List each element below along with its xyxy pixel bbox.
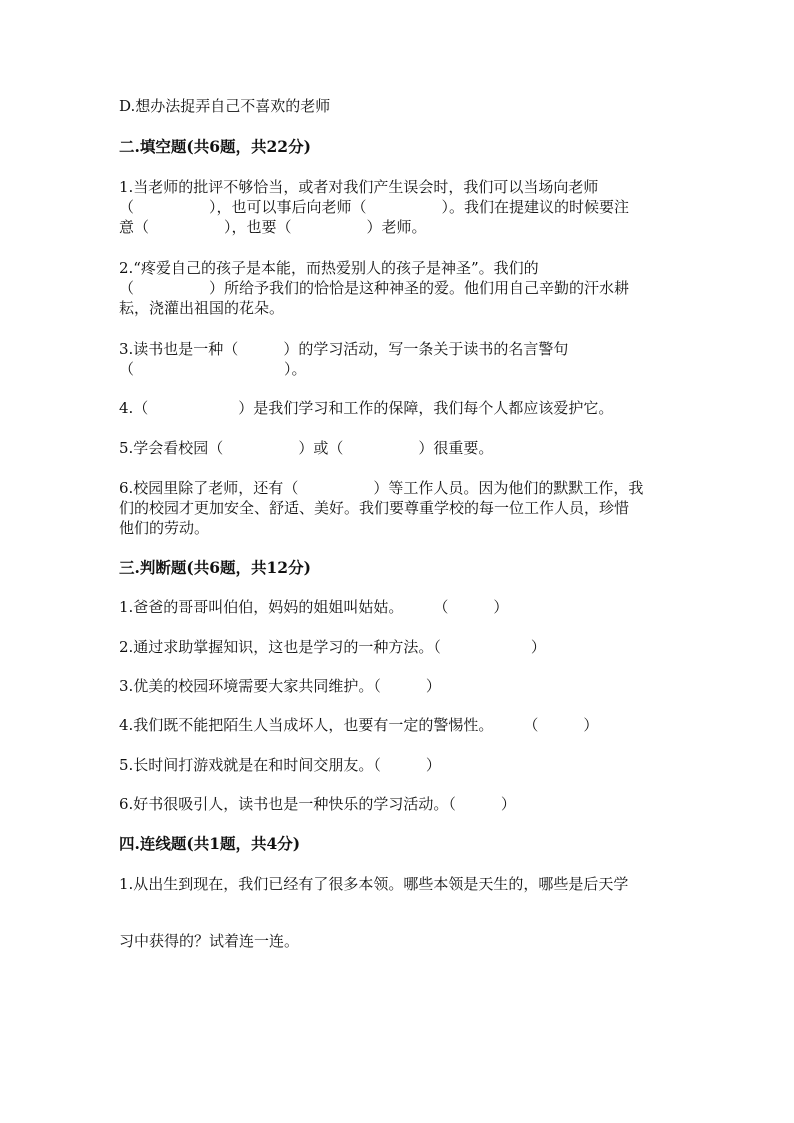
section-heading-judgement: 三.判断题(共6题，共12分): [119, 558, 311, 577]
fill-question-6-line-3: 他们的劳动。: [119, 519, 210, 537]
fill-question-1-line-3: 意（ ），也要（ ）老师。: [119, 218, 427, 236]
match-question-1-line-1: 1.从出生到现在，我们已经有了很多本领。哪些本领是天生的，哪些是后天学: [119, 875, 629, 893]
judge-question-2: 2.通过求助掌握知识，这也是学习的一种方法。（ ）: [119, 638, 546, 656]
fill-question-5: 5.学会看校园（ ）或（ ）很重要。: [119, 439, 494, 457]
fill-question-6-line-1: 6.校园里除了老师，还有（ ）等工作人员。因为他们的默默工作，我: [119, 479, 644, 497]
section-heading-fill-in: 二.填空题(共6题，共22分): [119, 137, 311, 156]
judge-question-4: 4.我们既不能把陌生人当成坏人，也要有一定的警惕性。 （ ）: [119, 716, 599, 734]
fill-question-1-line-1: 1.当老师的批评不够恰当，或者对我们产生误会时，我们可以当场向老师: [119, 178, 599, 196]
fill-question-3-line-1: 3.读书也是一种（ ）的学习活动，写一条关于读书的名言警句: [119, 340, 569, 358]
section-heading-matching: 四.连线题(共1题，共4分): [119, 834, 301, 853]
fill-question-1-line-2: （ ），也可以事后向老师（ ）。我们在提建议的时候要注: [119, 198, 630, 216]
fill-question-2-line-1: 2.“疼爱自己的孩子是本能，而热爱别人的孩子是神圣”。我们的: [119, 259, 539, 277]
judge-question-5: 5.长时间打游戏就是在和时间交朋友。（ ）: [119, 756, 441, 774]
fill-question-2-line-2: （ ）所给予我们的恰恰是这种神圣的爱。他们用自己辛勤的汗水耕: [119, 279, 630, 297]
judge-question-1: 1.爸爸的哥哥叫伯伯，妈妈的姐姐叫姑姑。 （ ）: [119, 598, 509, 616]
judge-question-6: 6.好书很吸引人，读书也是一种快乐的学习活动。（ ）: [119, 795, 516, 813]
fill-question-2-line-3: 耘，浇灌出祖国的花朵。: [119, 299, 285, 317]
fill-question-3-line-2: （ ）。: [119, 360, 307, 378]
match-question-1-line-2: 习中获得的？试着连一连。: [119, 932, 300, 950]
option-d-line: D.想办法捉弄自己不喜欢的老师: [119, 97, 331, 115]
fill-question-4: 4.（ ）是我们学习和工作的保障，我们每个人都应该爱护它。: [119, 399, 614, 417]
fill-question-6-line-2: 们的校园才更加安全、舒适、美好。我们要尊重学校的每一位工作人员，珍惜: [119, 499, 630, 517]
judge-question-3: 3.优美的校园环境需要大家共同维护。（ ）: [119, 677, 441, 695]
